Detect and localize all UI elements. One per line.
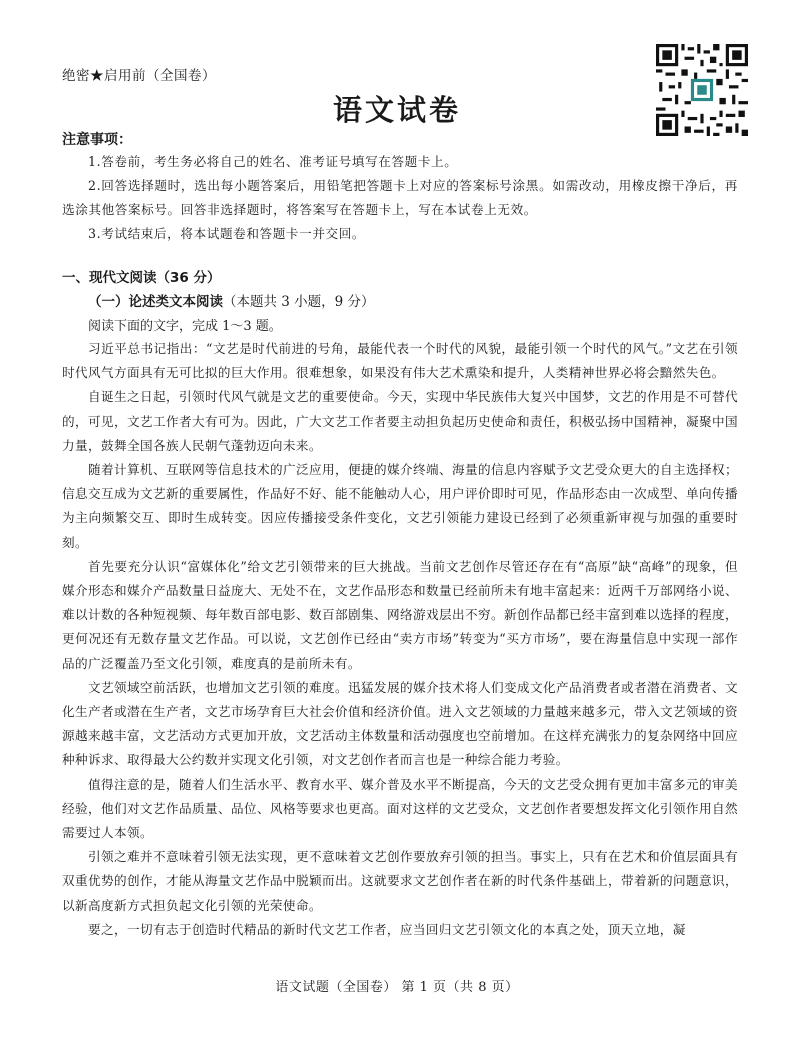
passage-paragraph: 习近平总书记指出：“文艺是时代前进的号角，最能代表一个时代的风貌，最能引领一个时代的风气。”文艺在引领时代风气方面具有无可比拟的巨大作用。很难想象，如果没有伟大艺术熏染和提升，人类精神世界必将会黯然失色。 [62,341,738,381]
section-heading: 一、现代文阅读（36 分） [62,270,221,286]
passage-paragraph: 值得注意的是，随着人们生活水平、教育水平、媒介普及水平不断提高，今天的文艺受众拥有更加丰富多元的审美经验，他们对文艺作品质量、品位、风格等要求也更高。面对这样的文艺受众，文艺创作者要想发挥文化引领作用自然需要过人本领。 [62,776,738,841]
passage-paragraph: 随着计算机、互联网等信息技术的广泛应用，便捷的媒介终端、海量的信息内容赋予文艺受众更大的自主选择权；信息交互成为文艺新的重要属性，作品好不好、能不能触动人心，用户评价即时可见，作品形态由一次成型、单向传播为主向频繁交互、即时生成转变。因应传播接受条件变化，文艺引领能力建设已经到了必须重新审视与加强的重要时刻。 [62,462,738,550]
reading-instruction: 阅读下面的文字，完成 1～3 题。 [88,319,282,334]
passage-paragraph: 要之，一切有志于创造时代精品的新时代文艺工作者，应当回归文艺引领文化的本真之处，顶天立地，凝 [88,921,686,937]
subsection-title: （一）论述类文本阅读 [88,294,223,310]
reading-passage [62,337,738,942]
subsection-heading [88,290,375,310]
notice-item: 3.考试结束后，将本试题卷和答题卡一并交回。 [88,226,366,241]
passage-paragraph: 首先要充分认识“富媒体化”给文艺引领带来的巨大挑战。当前文艺创作尽管还存在有“高原”缺“高峰”的现象，但媒介形态和媒介产品数量日益庞大、无处不在，文艺作品形态和数量已经前所未有地丰富起来：近两千万部网络小说、难以计数的各种短视频、每年数百部电影、数百部剧集、网络游戏层出不穷。新创作品都已经丰富到难以选择的程度，更何况还有无数存量文艺作品。可以说，文艺创作已经由“卖方市场”转变为“买方市场”，要在海量信息中实现一部作品的广泛覆盖乃至文化引领，难度真的是前所未有。 [62,558,738,671]
passage-paragraph: 自诞生之日起，引领时代风气就是文艺的重要使命。今天，实现中华民族伟大复兴中国梦，文艺的作用是不可替代的，可见，文艺工作者大有可为。因此，广大文艺工作者要主动担负起历史使命和责任，积极弘扬中国精神，凝聚中国力量，鼓舞全国各族人民朝气蓬勃迈向未来。 [62,389,738,453]
notice-item: 2.回答选择题时，选出每小题答案后，用铅笔把答题卡上对应的答案标号涂黑。如需改动，用橡皮擦干净后，再选涂其他答案标号。回答非选择题时，将答案写在答题卡上，写在本试卷上无效。 [62,178,738,217]
subsection-note: （本题共 3 小题，9 分） [223,294,375,310]
notice-heading: 注意事项： [62,132,132,148]
confidential-label: 绝密★启用前（全国卷） [62,68,216,84]
page-title: 语文试卷 [332,93,461,127]
passage-paragraph: 引领之难并不意味着引领无法实现，更不意味着文艺创作要放弃引领的担当。事实上，只有在艺术和价值层面具有双重优势的创作，才能从海量文艺作品中脱颖而出。这就要求文艺创作者在新的时代条件基础上，带着新的问题意识，以新高度新方式担负起文化引领的光荣使命。 [62,849,738,913]
passage-paragraph: 文艺领域空前活跃，也增加文艺引领的难度。迅猛发展的媒介技术将人们变成文化产品消费者或者潜在消费者、文化生产者或潜在生产者，文艺市场孕育巨大社会价值和经济价值。进入文艺领域的力量越来越多元，带入文艺领域的资源越来越丰富，文艺活动方式更加开放，文艺活动主体数量和活动强度也空前增加。在这样充满张力的复杂网络中回应种种诉求、取得最大公约数并实现文化引领，对文艺创作者而言也是一种综合能力考验。 [62,679,738,768]
notice-item: 1.答卷前，考生务必将自己的姓名、准考证号填写在答题卡上。 [88,154,458,169]
notice-list [62,150,738,246]
page-footer: 语文试题（全国卷） 第 1 页（共 8 页） [275,980,519,995]
